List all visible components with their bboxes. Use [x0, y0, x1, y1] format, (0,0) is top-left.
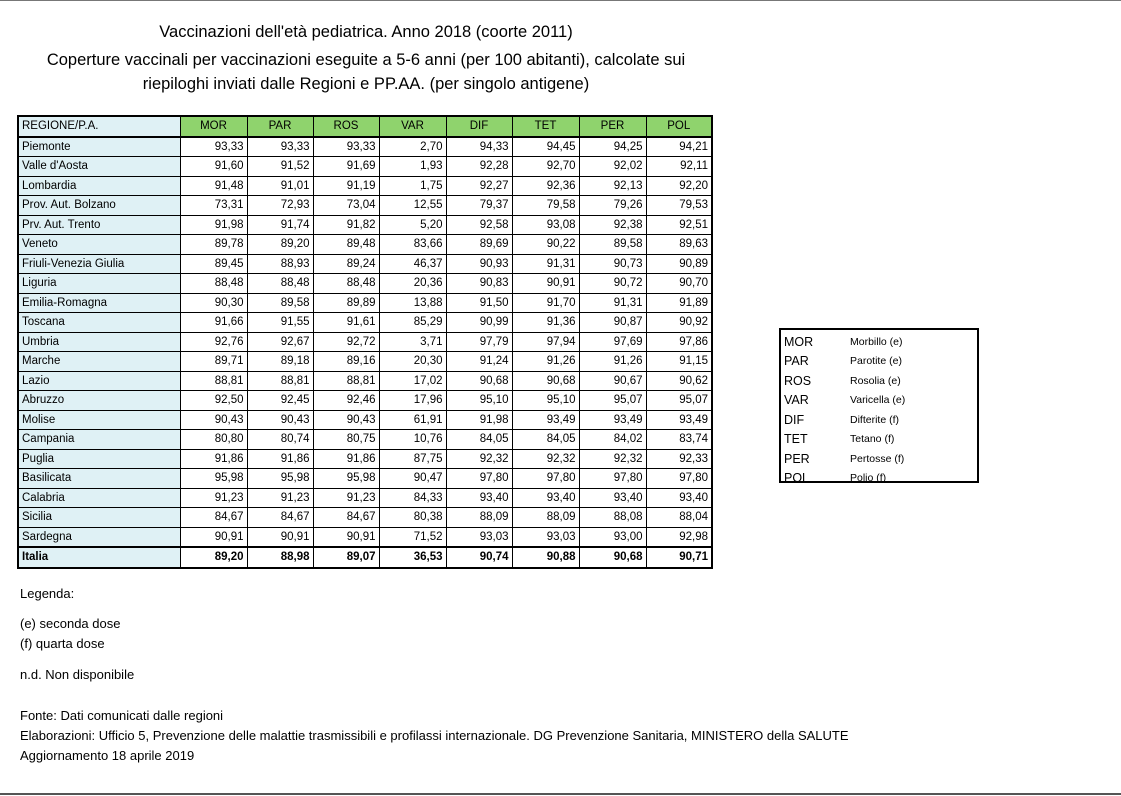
value-cell: 90,70: [646, 274, 712, 294]
legend-row: [784, 469, 977, 489]
value-cell: 72,93: [247, 196, 313, 216]
value-cell: 92,45: [247, 391, 313, 411]
value-cell: 94,25: [579, 137, 646, 157]
legend-code: PAR: [784, 354, 809, 369]
table-row: [18, 196, 712, 216]
value-cell: 71,52: [379, 527, 446, 547]
legend-row: [784, 371, 977, 391]
value-cell: 91,69: [313, 157, 379, 177]
region-cell: Friuli-Venezia Giulia: [18, 254, 180, 274]
value-cell: 93,49: [579, 410, 646, 430]
table-row: [18, 332, 712, 352]
abbreviation-legend-box: [779, 328, 979, 486]
table-header-row: [18, 116, 712, 137]
value-cell: 90,72: [579, 274, 646, 294]
value-cell: 91,26: [579, 352, 646, 372]
coverage-table: [17, 115, 713, 569]
value-cell: 90,89: [646, 254, 712, 274]
table-row: [18, 469, 712, 489]
legend-code: POL: [784, 471, 810, 486]
region-cell: Puglia: [18, 449, 180, 469]
value-cell: 92,27: [446, 176, 512, 196]
region-cell: Toscana: [18, 313, 180, 333]
value-cell: 88,04: [646, 508, 712, 528]
value-cell: 79,58: [512, 196, 579, 216]
value-cell: 89,89: [313, 293, 379, 313]
value-cell: 97,80: [646, 469, 712, 489]
value-cell: 80,75: [313, 430, 379, 450]
value-cell: 93,49: [646, 410, 712, 430]
value-cell: 92,38: [579, 215, 646, 235]
table-row: [18, 293, 712, 313]
value-cell: 93,33: [180, 137, 247, 157]
table-row: [18, 137, 712, 157]
region-cell: Marche: [18, 352, 180, 372]
table-row: [18, 410, 712, 430]
value-cell: 91,60: [180, 157, 247, 177]
value-cell: 61,91: [379, 410, 446, 430]
region-cell: Italia: [18, 547, 180, 568]
value-cell: 90,67: [579, 371, 646, 391]
source-note: Fonte: Dati comunicati dalle regioni: [20, 708, 224, 723]
value-cell: 88,09: [512, 508, 579, 528]
update-note: Aggiornamento 18 aprile 2019: [20, 748, 195, 763]
region-cell: Basilicata: [18, 469, 180, 489]
region-cell: Lazio: [18, 371, 180, 391]
value-cell: 97,80: [446, 469, 512, 489]
value-cell: 97,69: [579, 332, 646, 352]
legend-description: Difterite (f): [850, 413, 900, 426]
value-cell: 90,43: [180, 410, 247, 430]
value-cell: 36,53: [379, 547, 446, 568]
value-cell: 73,04: [313, 196, 379, 216]
region-cell: Campania: [18, 430, 180, 450]
value-cell: 95,07: [579, 391, 646, 411]
value-cell: 87,75: [379, 449, 446, 469]
legend-row: [784, 332, 977, 352]
table-row: [18, 254, 712, 274]
value-cell: 3,71: [379, 332, 446, 352]
value-cell: 88,93: [247, 254, 313, 274]
legend-description: Tetano (f): [850, 433, 895, 446]
value-cell: 84,05: [446, 430, 512, 450]
value-cell: 90,43: [313, 410, 379, 430]
value-cell: 92,28: [446, 157, 512, 177]
value-cell: 91,31: [579, 293, 646, 313]
header-ros: ROS: [313, 116, 379, 137]
value-cell: 88,48: [247, 274, 313, 294]
legend-row: [784, 449, 977, 469]
value-cell: 90,68: [579, 547, 646, 568]
value-cell: 89,78: [180, 235, 247, 255]
value-cell: 92,32: [446, 449, 512, 469]
region-cell: Prov. Aut. Bolzano: [18, 196, 180, 216]
value-cell: 91,98: [446, 410, 512, 430]
value-cell: 79,26: [579, 196, 646, 216]
legend-code: VAR: [784, 393, 809, 408]
top-border-line: [0, 0, 1121, 1]
table-total-row: [18, 547, 712, 568]
value-cell: 5,20: [379, 215, 446, 235]
value-cell: 89,16: [313, 352, 379, 372]
value-cell: 88,81: [247, 371, 313, 391]
value-cell: 84,67: [313, 508, 379, 528]
value-cell: 92,67: [247, 332, 313, 352]
value-cell: 92,02: [579, 157, 646, 177]
legend-code: ROS: [784, 373, 812, 388]
value-cell: 93,40: [446, 488, 512, 508]
value-cell: 1,93: [379, 157, 446, 177]
value-cell: 95,07: [646, 391, 712, 411]
header-per: PER: [579, 116, 646, 137]
value-cell: 92,98: [646, 527, 712, 547]
value-cell: 91,98: [180, 215, 247, 235]
region-cell: Veneto: [18, 235, 180, 255]
value-cell: 90,88: [512, 547, 579, 568]
header-par: PAR: [247, 116, 313, 137]
value-cell: 90,87: [579, 313, 646, 333]
value-cell: 10,76: [379, 430, 446, 450]
region-cell: Valle d'Aosta: [18, 157, 180, 177]
value-cell: 92,51: [646, 215, 712, 235]
value-cell: 92,58: [446, 215, 512, 235]
legend-description: Rosolia (e): [850, 374, 901, 387]
legend-code: PER: [784, 451, 810, 466]
region-cell: Piemonte: [18, 137, 180, 157]
value-cell: 80,74: [247, 430, 313, 450]
table-row: [18, 391, 712, 411]
value-cell: 91,86: [247, 449, 313, 469]
value-cell: 88,81: [180, 371, 247, 391]
value-cell: 90,92: [646, 313, 712, 333]
value-cell: 90,83: [446, 274, 512, 294]
document-subtitle-line1: Coperture vaccinali per vaccinazioni eseguite a 5-6 anni (per 100 abitanti), calcolate sui: [46, 51, 686, 69]
value-cell: 97,86: [646, 332, 712, 352]
legend-row: [784, 410, 977, 430]
value-cell: 92,33: [646, 449, 712, 469]
value-cell: 17,02: [379, 371, 446, 391]
legend-description: Pertosse (f): [850, 452, 905, 465]
header-pol: POL: [646, 116, 712, 137]
value-cell: 79,53: [646, 196, 712, 216]
header-mor: MOR: [180, 116, 247, 137]
value-cell: 89,07: [313, 547, 379, 568]
value-cell: 80,80: [180, 430, 247, 450]
value-cell: 84,33: [379, 488, 446, 508]
legend-code: MOR: [784, 334, 814, 349]
header-region: REGIONE/P.A.: [18, 116, 180, 137]
value-cell: 91,24: [446, 352, 512, 372]
value-cell: 46,37: [379, 254, 446, 274]
value-cell: 88,09: [446, 508, 512, 528]
value-cell: 90,47: [379, 469, 446, 489]
document-title: Vaccinazioni dell'età pediatrica. Anno 2018 (coorte 2011): [159, 23, 573, 41]
value-cell: 90,43: [247, 410, 313, 430]
value-cell: 88,08: [579, 508, 646, 528]
value-cell: 90,74: [446, 547, 512, 568]
region-cell: Molise: [18, 410, 180, 430]
value-cell: 93,40: [579, 488, 646, 508]
value-cell: 95,10: [512, 391, 579, 411]
value-cell: 93,00: [579, 527, 646, 547]
header-tet: TET: [512, 116, 579, 137]
value-cell: 89,20: [180, 547, 247, 568]
value-cell: 91,70: [512, 293, 579, 313]
value-cell: 92,32: [579, 449, 646, 469]
value-cell: 91,52: [247, 157, 313, 177]
value-cell: 88,48: [313, 274, 379, 294]
value-cell: 93,40: [512, 488, 579, 508]
value-cell: 12,55: [379, 196, 446, 216]
value-cell: 95,10: [446, 391, 512, 411]
legend-description: Parotite (e): [850, 355, 902, 368]
value-cell: 90,91: [247, 527, 313, 547]
value-cell: 17,96: [379, 391, 446, 411]
value-cell: 89,20: [247, 235, 313, 255]
value-cell: 93,03: [512, 527, 579, 547]
value-cell: 20,36: [379, 274, 446, 294]
value-cell: 20,30: [379, 352, 446, 372]
value-cell: 88,98: [247, 547, 313, 568]
bottom-border-line: [0, 793, 1121, 795]
value-cell: 91,26: [512, 352, 579, 372]
value-cell: 90,91: [512, 274, 579, 294]
value-cell: 93,49: [512, 410, 579, 430]
value-cell: 2,70: [379, 137, 446, 157]
header-var: VAR: [379, 116, 446, 137]
legend-row: [784, 352, 977, 372]
legend-e-note: (e) seconda dose: [20, 616, 121, 631]
value-cell: 1,75: [379, 176, 446, 196]
table-row: [18, 215, 712, 235]
value-cell: 91,31: [512, 254, 579, 274]
table-row: [18, 488, 712, 508]
table-row: [18, 430, 712, 450]
value-cell: 92,11: [646, 157, 712, 177]
legend-description: Polio (f): [850, 472, 887, 485]
value-cell: 90,91: [180, 527, 247, 547]
value-cell: 91,74: [247, 215, 313, 235]
elaboration-note: Elaborazioni: Ufficio 5, Prevenzione delle malattie trasmissibili e profilassi internazionale. DG Prevenzione Sanitaria, MINISTERO della SALUTE: [20, 728, 849, 743]
legend-row: [784, 430, 977, 450]
value-cell: 93,08: [512, 215, 579, 235]
value-cell: 80,38: [379, 508, 446, 528]
table-row: [18, 527, 712, 547]
value-cell: 89,45: [180, 254, 247, 274]
value-cell: 88,81: [313, 371, 379, 391]
table-row: [18, 176, 712, 196]
value-cell: 92,76: [180, 332, 247, 352]
value-cell: 89,58: [247, 293, 313, 313]
header-dif: DIF: [446, 116, 512, 137]
value-cell: 95,98: [180, 469, 247, 489]
value-cell: 92,70: [512, 157, 579, 177]
value-cell: 97,94: [512, 332, 579, 352]
value-cell: 90,91: [313, 527, 379, 547]
region-cell: Sicilia: [18, 508, 180, 528]
value-cell: 91,23: [313, 488, 379, 508]
region-cell: Prv. Aut. Trento: [18, 215, 180, 235]
table-row: [18, 449, 712, 469]
value-cell: 91,48: [180, 176, 247, 196]
value-cell: 91,86: [313, 449, 379, 469]
value-cell: 94,21: [646, 137, 712, 157]
table-row: [18, 235, 712, 255]
value-cell: 92,13: [579, 176, 646, 196]
value-cell: 90,99: [446, 313, 512, 333]
value-cell: 91,50: [446, 293, 512, 313]
legend-title: Legenda:: [20, 586, 75, 601]
value-cell: 13,88: [379, 293, 446, 313]
region-cell: Abruzzo: [18, 391, 180, 411]
value-cell: 90,68: [446, 371, 512, 391]
value-cell: 97,80: [579, 469, 646, 489]
value-cell: 97,79: [446, 332, 512, 352]
legend-code: TET: [784, 432, 808, 447]
legend-code: DIF: [784, 412, 805, 427]
region-cell: Emilia-Romagna: [18, 293, 180, 313]
value-cell: 91,66: [180, 313, 247, 333]
value-cell: 90,30: [180, 293, 247, 313]
value-cell: 93,40: [646, 488, 712, 508]
legend-description: Varicella (e): [850, 394, 906, 407]
region-cell: Sardegna: [18, 527, 180, 547]
value-cell: 94,45: [512, 137, 579, 157]
value-cell: 83,74: [646, 430, 712, 450]
table-row: [18, 371, 712, 391]
value-cell: 92,20: [646, 176, 712, 196]
value-cell: 79,37: [446, 196, 512, 216]
region-cell: Calabria: [18, 488, 180, 508]
value-cell: 93,03: [446, 527, 512, 547]
value-cell: 92,46: [313, 391, 379, 411]
value-cell: 95,98: [247, 469, 313, 489]
region-cell: Liguria: [18, 274, 180, 294]
value-cell: 91,01: [247, 176, 313, 196]
value-cell: 91,61: [313, 313, 379, 333]
value-cell: 89,63: [646, 235, 712, 255]
legend-f-note: (f) quarta dose: [20, 636, 105, 651]
value-cell: 91,19: [313, 176, 379, 196]
value-cell: 84,67: [180, 508, 247, 528]
table-row: [18, 352, 712, 372]
value-cell: 89,18: [247, 352, 313, 372]
value-cell: 90,22: [512, 235, 579, 255]
value-cell: 89,24: [313, 254, 379, 274]
value-cell: 83,66: [379, 235, 446, 255]
value-cell: 89,58: [579, 235, 646, 255]
value-cell: 85,29: [379, 313, 446, 333]
value-cell: 89,48: [313, 235, 379, 255]
value-cell: 94,33: [446, 137, 512, 157]
region-cell: Umbria: [18, 332, 180, 352]
value-cell: 89,69: [446, 235, 512, 255]
table-row: [18, 508, 712, 528]
legend-description: Morbillo (e): [850, 335, 903, 348]
value-cell: 97,80: [512, 469, 579, 489]
value-cell: 91,82: [313, 215, 379, 235]
not-available-note: n.d. Non disponibile: [20, 667, 135, 682]
table-row: [18, 157, 712, 177]
value-cell: 90,73: [579, 254, 646, 274]
value-cell: 90,68: [512, 371, 579, 391]
value-cell: 95,98: [313, 469, 379, 489]
value-cell: 91,86: [180, 449, 247, 469]
value-cell: 92,72: [313, 332, 379, 352]
value-cell: 91,23: [247, 488, 313, 508]
value-cell: 91,36: [512, 313, 579, 333]
value-cell: 91,55: [247, 313, 313, 333]
value-cell: 90,93: [446, 254, 512, 274]
value-cell: 91,23: [180, 488, 247, 508]
value-cell: 73,31: [180, 196, 247, 216]
value-cell: 92,36: [512, 176, 579, 196]
value-cell: 93,33: [247, 137, 313, 157]
table-row: [18, 274, 712, 294]
legend-row: [784, 391, 977, 411]
value-cell: 89,71: [180, 352, 247, 372]
value-cell: 88,48: [180, 274, 247, 294]
value-cell: 92,32: [512, 449, 579, 469]
value-cell: 92,50: [180, 391, 247, 411]
value-cell: 90,62: [646, 371, 712, 391]
value-cell: 93,33: [313, 137, 379, 157]
value-cell: 91,89: [646, 293, 712, 313]
document-subtitle-line2: riepiloghi inviati dalle Regioni e PP.AA. (per singolo antigene): [142, 75, 590, 93]
value-cell: 90,71: [646, 547, 712, 568]
region-cell: Lombardia: [18, 176, 180, 196]
value-cell: 84,67: [247, 508, 313, 528]
value-cell: 84,02: [579, 430, 646, 450]
value-cell: 91,15: [646, 352, 712, 372]
table-row: [18, 313, 712, 333]
value-cell: 84,05: [512, 430, 579, 450]
